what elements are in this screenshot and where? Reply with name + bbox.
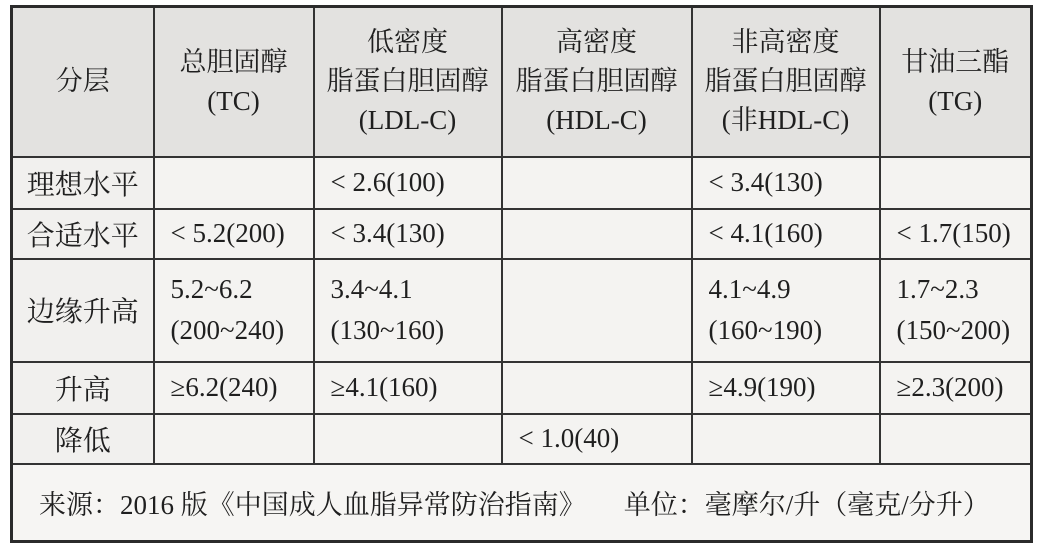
header-ldl-c xyxy=(314,7,502,157)
cell-value: (200~240) xyxy=(170,315,285,345)
cell-tc xyxy=(154,157,314,209)
header-line: 非高密度 xyxy=(731,27,840,58)
header-line: (LDL-C) xyxy=(358,105,457,136)
cell-non-hdl-c xyxy=(692,157,880,209)
cell-value: 5.2~6.2 xyxy=(170,274,253,304)
header-line: (TG) xyxy=(928,85,983,116)
row-appropriate-level xyxy=(12,209,1032,259)
footer-unit: 单位：毫摩尔/升（毫克/分升） xyxy=(623,489,990,520)
cell-ldl-c xyxy=(314,414,502,464)
cell-tc xyxy=(154,414,314,464)
header-line: 总胆固醇 xyxy=(179,46,288,77)
cell-tc xyxy=(154,209,314,259)
cell-value: < 1.7(150) xyxy=(896,218,1011,248)
row-label: 降低 xyxy=(12,414,154,464)
cell-hdl-c xyxy=(502,414,692,464)
cell-non-hdl-c xyxy=(692,362,880,414)
cell-value: 4.1~4.9 xyxy=(708,274,791,304)
cell-value: ≥4.9(190) xyxy=(708,372,816,402)
cell-tg xyxy=(880,209,1032,259)
header-tc xyxy=(154,7,314,157)
cell-value: 3.4~4.1 xyxy=(330,274,413,304)
footer-source: 来源：2016 版《中国成人血脂异常防治指南》 xyxy=(39,489,586,520)
footer-row xyxy=(12,464,1032,542)
row-reduced xyxy=(12,414,1032,464)
cell-non-hdl-c xyxy=(692,259,880,362)
cell-value: < 3.4(130) xyxy=(708,167,823,197)
row-label: 合适水平 xyxy=(12,209,154,259)
cell-value: (130~160) xyxy=(330,315,445,345)
header-non-hdl-c xyxy=(692,7,880,157)
footer-cell xyxy=(12,464,1032,542)
cell-non-hdl-c xyxy=(692,209,880,259)
header-line: 脂蛋白胆固醇 xyxy=(515,66,678,97)
cell-hdl-c xyxy=(502,209,692,259)
cell-value: < 4.1(160) xyxy=(708,218,823,248)
cell-value: 1.7~2.3 xyxy=(896,274,979,304)
header-hdl-c xyxy=(502,7,692,157)
cell-tg xyxy=(880,414,1032,464)
cell-tg xyxy=(880,157,1032,209)
cell-ldl-c xyxy=(314,157,502,209)
cell-hdl-c xyxy=(502,157,692,209)
row-elevated xyxy=(12,362,1032,414)
cell-ldl-c xyxy=(314,259,502,362)
cell-value: < 1.0(40) xyxy=(518,423,620,453)
header-line: 脂蛋白胆固醇 xyxy=(326,66,489,97)
cell-value: (150~200) xyxy=(896,315,1011,345)
cell-hdl-c xyxy=(502,362,692,414)
row-label: 升高 xyxy=(12,362,154,414)
cell-ldl-c xyxy=(314,209,502,259)
cell-tg xyxy=(880,259,1032,362)
cell-tc xyxy=(154,259,314,362)
cell-value: < 2.6(100) xyxy=(330,167,445,197)
cell-value: ≥4.1(160) xyxy=(330,372,438,402)
row-label: 理想水平 xyxy=(12,157,154,209)
header-line: 分层 xyxy=(55,66,110,97)
header-line: 高密度 xyxy=(556,27,637,58)
header-line: (非HDL-C) xyxy=(721,105,850,136)
header-line: 低密度 xyxy=(367,27,448,58)
cell-hdl-c xyxy=(502,259,692,362)
lipid-stratification-table xyxy=(10,5,1033,543)
row-label: 边缘升高 xyxy=(12,259,154,362)
cell-tc xyxy=(154,362,314,414)
cell-tg xyxy=(880,362,1032,414)
cell-value: (160~190) xyxy=(708,315,823,345)
cell-value: ≥2.3(200) xyxy=(896,372,1004,402)
cell-value: < 3.4(130) xyxy=(330,218,445,248)
cell-value: < 5.2(200) xyxy=(170,218,285,248)
header-stratification xyxy=(12,7,154,157)
header-line: (TC) xyxy=(207,85,260,116)
header-line: (HDL-C) xyxy=(546,105,647,136)
header-line: 脂蛋白胆固醇 xyxy=(704,66,867,97)
header-row xyxy=(12,7,1032,157)
row-ideal-level xyxy=(12,157,1032,209)
header-line: 甘油三酯 xyxy=(901,46,1010,77)
row-borderline-elevated xyxy=(12,259,1032,362)
cell-ldl-c xyxy=(314,362,502,414)
header-tg xyxy=(880,7,1032,157)
cell-non-hdl-c xyxy=(692,414,880,464)
cell-value: ≥6.2(240) xyxy=(170,372,278,402)
